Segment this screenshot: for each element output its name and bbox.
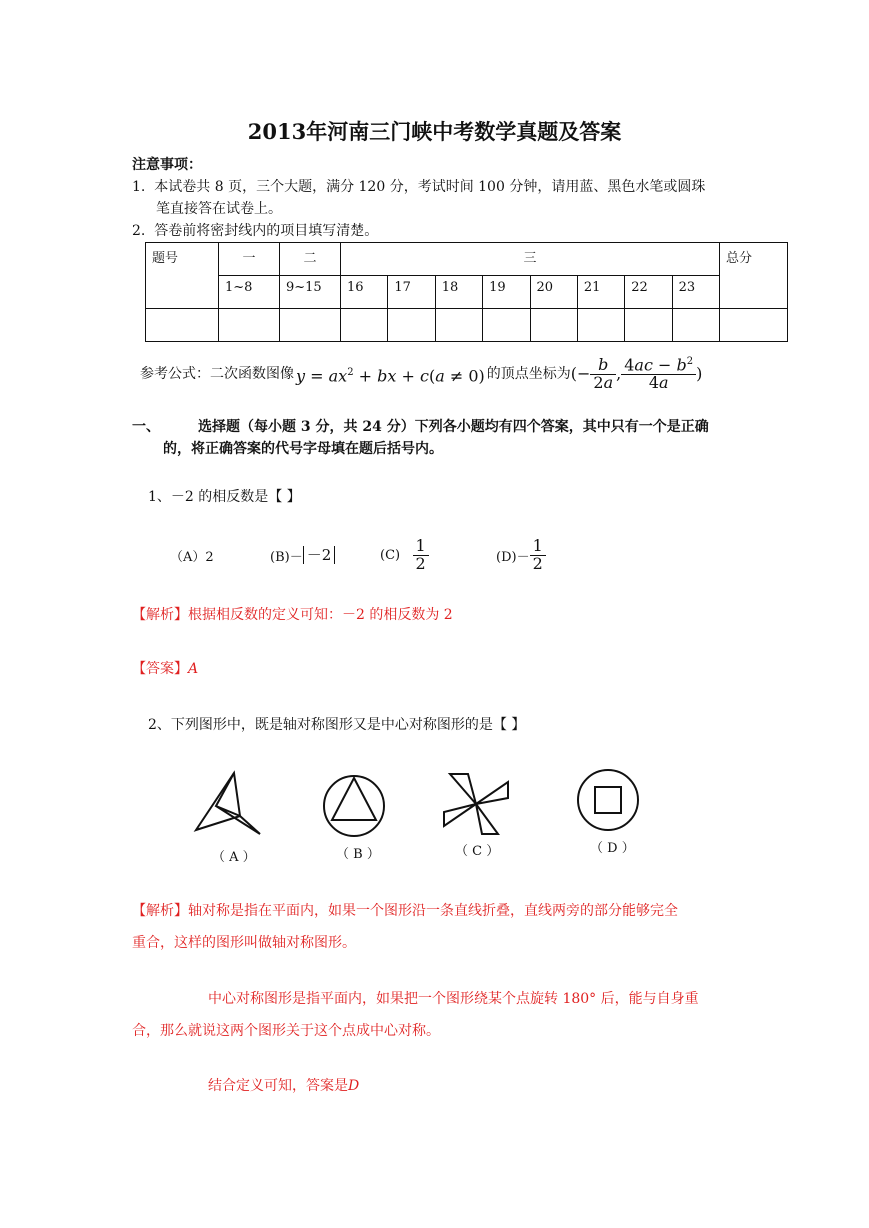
header-question: 题号 [146,243,219,309]
figure-d-square-in-circle[interactable] [574,766,642,834]
notes-heading: 注意事项： [132,157,202,173]
analysis-text-cont: 重合，这样的图形叫做轴对称图形。 [132,935,356,951]
sub-question: 18 [435,276,482,309]
question-2-conclusion [208,1075,359,1097]
note-item-1-cont: 笔直接答在试卷上。 [156,201,282,217]
option-a[interactable]: （A）2 [170,549,214,565]
score-cell[interactable] [341,309,388,342]
note-number: 1. [132,179,146,195]
formula-prefix: 参考公式：二次函数图像 [140,366,294,383]
fraction-denominator: 2 [415,553,426,573]
score-cell[interactable] [280,309,341,342]
section-instructions-cont: 的，将正确答案的代号字母填在题后括号内。 [163,441,443,457]
option-c-fraction [413,535,429,573]
sub-question: 22 [625,276,672,309]
page-title: 2013年河南三门峡中考数学真题及答案 [247,119,622,144]
sub-question: 16 [341,276,388,309]
header-part-one: 一 [219,243,280,276]
note-item-1 [132,176,705,198]
figure-b-triangle-in-circle[interactable] [320,772,388,840]
score-cell[interactable] [672,309,719,342]
question-1-stem: 1、－2 的相反数是【 】 [148,489,301,505]
option-c-label: (C) [380,547,401,563]
score-cell[interactable] [720,309,788,342]
score-cell[interactable] [435,309,482,342]
fraction-numerator: 1 [413,538,429,556]
header-part-two: 二 [280,243,341,276]
figure-c-pinwheel[interactable] [438,768,514,840]
score-cell[interactable] [483,309,530,342]
sub-question: 21 [577,276,624,309]
question-1-options [170,533,546,577]
sub-question: 17 [388,276,435,309]
option-d-fraction [530,535,546,573]
analysis-text: 根据相反数的定义可知：－2 的相反数为 2 [188,607,453,623]
answer-value: A [188,661,199,677]
score-cell[interactable] [530,309,577,342]
fraction-denominator: 2 [532,553,543,573]
option-b-abs-value: －2 [303,546,336,564]
conclusion-text: 结合定义可知，答案是 [208,1078,348,1094]
quadratic-expression: $y = ax^2$ + bx + c(a ≠ 0) [296,366,485,386]
sub-question: 19 [483,276,530,309]
question-1-answer [132,658,198,680]
analysis-text-central-cont: 合，那么就说这两个图形关于这个点成中心对称。 [132,1023,440,1039]
question-1-analysis [132,604,453,626]
section-instructions: 选择题（每小题 3 分，共 24 分）下列各小题均有四个答案，其中只有一个是正确 [198,419,709,435]
score-cell[interactable] [388,309,435,342]
score-cell[interactable] [219,309,280,342]
note-text: 答卷前将密封线内的项目填写清楚。 [154,223,379,239]
note-number: 2. [132,223,146,239]
score-cell[interactable] [146,309,219,342]
section-number: 一、 [132,419,160,435]
option-d[interactable] [496,535,546,573]
figure-a-pinwheel-triangle[interactable] [190,768,270,840]
figure-d-caption: （ D ） [590,841,635,856]
score-cell[interactable] [577,309,624,342]
figure-a-caption: （ A ） [212,850,256,865]
score-table [145,242,788,342]
option-d-label: (D)－ [496,549,530,565]
sub-range-two: 9~15 [280,276,341,309]
question-2-stem: 2、下列图形中，既是轴对称图形又是中心对称图形的是【 】 [148,717,526,733]
sub-range-one: 1~8 [219,276,280,309]
note-text: 本试卷共 8 页，三个大题，满分 120 分，考试时间 100 分钟，请用蓝、黑色水笔或圆珠 [154,179,706,195]
option-b[interactable] [270,546,380,565]
note-item-2 [132,220,378,242]
header-part-three: 三 [341,243,720,276]
option-c[interactable] [380,535,496,573]
figure-b-caption: （ B ） [336,847,380,862]
analysis-tag: 【解析】 [132,903,188,919]
figure-c-caption: （ C ） [455,844,500,859]
sub-question: 20 [530,276,577,309]
question-2-analysis [132,900,678,922]
header-total: 总分 [720,243,788,309]
answer-tag: 【答案】 [132,661,188,677]
analysis-tag: 【解析】 [132,607,188,623]
conclusion-answer: D [348,1078,360,1094]
option-b-label: (B)－ [270,549,303,565]
score-cell[interactable] [625,309,672,342]
analysis-text-central: 中心对称图形是指平面内，如果把一个图形绕某个点旋转 180° 后，能与自身重 [208,991,699,1007]
reference-formula [140,357,702,392]
analysis-text: 轴对称是指在平面内，如果一个图形沿一条直线折叠，直线两旁的部分能够完全 [188,903,678,919]
sub-question: 23 [672,276,719,309]
vertex-coordinates: (− $\frac{b}{2a}$ , $\frac{4ac - b^2}{4a}$ ) [570,355,703,393]
formula-mid: 的顶点坐标为 [486,366,571,383]
section-one-heading [132,416,709,438]
fraction-numerator: 1 [530,538,546,556]
